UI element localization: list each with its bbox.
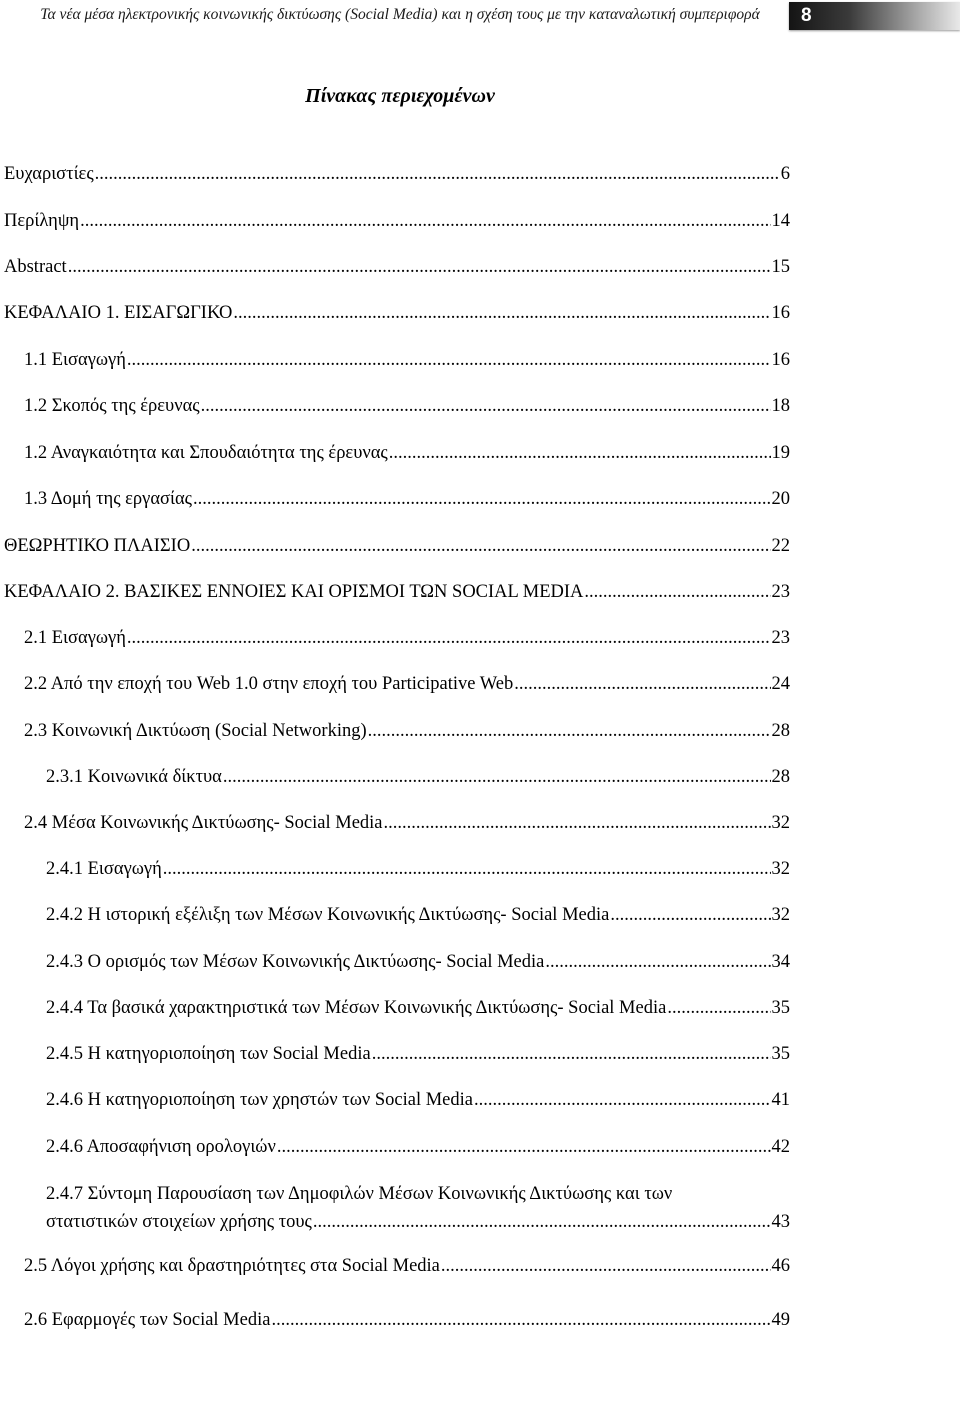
toc-entry[interactable] bbox=[46, 995, 790, 1021]
toc-entry-text: 1.1 Εισαγωγή bbox=[24, 350, 126, 370]
toc-leader bbox=[127, 625, 771, 651]
toc-leader bbox=[372, 1041, 771, 1067]
toc-entry-text: ΘΕΩΡΗΤΙΚΟ ΠΛΑΙΣΙΟ bbox=[4, 536, 191, 556]
toc-entry-page: 34 bbox=[771, 952, 790, 972]
toc-entry[interactable] bbox=[46, 1041, 790, 1067]
toc-entry-page: 32 bbox=[771, 905, 790, 925]
toc-leader bbox=[271, 1307, 770, 1333]
toc-leader bbox=[584, 579, 770, 605]
toc-entry[interactable] bbox=[24, 486, 790, 512]
toc-title: Πίνακας περιεχομένων bbox=[305, 85, 495, 107]
toc-entry-text: 2.4.4 Τα βασικά χαρακτηριστικά των Μέσων Κοινωνικής Δικτύωσης- Social Media bbox=[46, 998, 667, 1018]
toc-leader bbox=[441, 1253, 771, 1279]
toc-entry-page: 6 bbox=[780, 164, 790, 184]
toc-entry-text: Abstract bbox=[4, 257, 67, 277]
toc-leader bbox=[610, 902, 770, 928]
toc-entry[interactable] bbox=[24, 625, 790, 651]
toc-entry[interactable] bbox=[4, 208, 790, 234]
toc-entry[interactable] bbox=[46, 764, 790, 790]
toc-entry[interactable] bbox=[46, 902, 790, 928]
toc-leader bbox=[191, 533, 770, 559]
toc-entry-page: 20 bbox=[771, 489, 790, 509]
toc-entry-page: 14 bbox=[771, 211, 790, 231]
toc-entry[interactable] bbox=[4, 254, 790, 280]
toc-entry-page: 32 bbox=[771, 813, 790, 833]
toc-entry[interactable] bbox=[46, 949, 790, 975]
toc-entry-page: 28 bbox=[771, 721, 790, 741]
toc-leader bbox=[223, 764, 771, 790]
toc-entry[interactable] bbox=[4, 161, 790, 187]
toc-leader bbox=[277, 1134, 771, 1160]
toc-entry-text: 1.2 Αναγκαιότητα και Σπουδαιότητα της έρευνας bbox=[24, 443, 388, 463]
toc-entry-page: 28 bbox=[771, 767, 790, 787]
toc-entry-page: 42 bbox=[771, 1137, 790, 1157]
toc-entry-page: 35 bbox=[771, 1044, 790, 1064]
toc-entry-page: 46 bbox=[771, 1256, 790, 1276]
toc-entry-page: 22 bbox=[771, 536, 790, 556]
toc-entry[interactable] bbox=[46, 1134, 790, 1160]
toc-entry-text: 2.1 Εισαγωγή bbox=[24, 628, 126, 648]
toc-entry-text: 2.4.1 Εισαγωγή bbox=[46, 859, 162, 879]
toc-entry-text: Ευχαριστίες bbox=[4, 164, 94, 184]
toc-leader bbox=[667, 995, 770, 1021]
toc-leader bbox=[389, 440, 771, 466]
toc-entry-page: 19 bbox=[771, 443, 790, 463]
toc-leader bbox=[127, 347, 771, 373]
toc-entry-text: 2.4.3 Ο ορισμός των Μέσων Κοινωνικής Δικτύωσης- Social Media bbox=[46, 952, 545, 972]
toc-entry-text: 2.4.2 Η ιστορική εξέλιξη των Μέσων Κοινωνικής Δικτύωσης- Social Media bbox=[46, 905, 610, 925]
toc-entry-text: 2.3.1 Κοινωνικά δίκτυα bbox=[46, 767, 222, 787]
toc-entry-page: 15 bbox=[771, 257, 790, 277]
toc-leader bbox=[163, 856, 771, 882]
page-number: 8 bbox=[801, 5, 812, 26]
toc-entry-text: 1.3 Δομή της εργασίας bbox=[24, 489, 192, 509]
toc-entry-text: 2.6 Εφαρμογές των Social Media bbox=[24, 1310, 271, 1330]
toc-entry[interactable] bbox=[46, 1087, 790, 1113]
toc-leader bbox=[201, 393, 771, 419]
toc-entry[interactable] bbox=[4, 579, 790, 605]
toc-entry[interactable] bbox=[24, 393, 790, 419]
toc-entry[interactable] bbox=[4, 533, 790, 559]
toc-leader bbox=[68, 254, 771, 280]
toc-leader bbox=[384, 810, 771, 836]
toc-leader bbox=[80, 208, 770, 234]
toc-entry-text: 2.4.7 Σύντομη Παρουσίαση των Δημοφιλών Μέσων Κοινωνικής Δικτύωσης και των bbox=[46, 1184, 673, 1204]
toc-entry[interactable] bbox=[24, 347, 790, 373]
toc-entry-text: 2.3 Κοινωνική Δικτύωση (Social Networking) bbox=[24, 721, 367, 741]
toc-entry[interactable] bbox=[46, 1180, 790, 1236]
toc-entry-text: 2.5 Λόγοι χρήσης και δραστηριότητες στα Social Media bbox=[24, 1256, 440, 1276]
toc-entry-page: 49 bbox=[771, 1310, 790, 1330]
toc-leader bbox=[514, 671, 770, 697]
toc-entry[interactable] bbox=[24, 718, 790, 744]
toc-entry[interactable] bbox=[24, 1307, 790, 1333]
toc-entry-text: ΚΕΦΑΛΑΙΟ 2. ΒΑΣΙΚΕΣ ΕΝΝΟΙΕΣ ΚΑΙ ΟΡΙΣΜΟΙ ΤΩΝ SOCIAL MEDIA bbox=[4, 582, 584, 602]
toc-entry-text: Περίληψη bbox=[4, 211, 80, 231]
toc-entry-text: ΚΕΦΑΛΑΙΟ 1. ΕΙΣΑΓΩΓΙΚΟ bbox=[4, 303, 233, 323]
toc-entry[interactable] bbox=[46, 856, 790, 882]
toc-entry-page: 16 bbox=[771, 350, 790, 370]
toc-leader bbox=[545, 949, 770, 975]
toc-entry-page: 18 bbox=[771, 396, 790, 416]
running-header: Τα νέα μέσα ηλεκτρονικής κοινωνικής δικτύωσης (Social Media) και η σχέση τους με την καταναλωτική συμπεριφορά bbox=[40, 6, 760, 23]
toc-entry-text: 2.4 Μέσα Κοινωνικής Δικτύωσης- Social Media bbox=[24, 813, 383, 833]
toc-leader bbox=[95, 161, 780, 187]
toc-leader bbox=[313, 1208, 771, 1236]
toc-entry[interactable] bbox=[24, 1253, 790, 1279]
toc-entry[interactable] bbox=[24, 671, 790, 697]
toc-entry[interactable] bbox=[24, 810, 790, 836]
toc-entry-page: 24 bbox=[771, 674, 790, 694]
toc-entry-text: 2.4.6 Η κατηγοριοποίηση των χρηστών των Social Media bbox=[46, 1090, 473, 1110]
toc-entry-page: 43 bbox=[771, 1212, 790, 1232]
toc-entry-page: 16 bbox=[771, 303, 790, 323]
toc-entry-page: 23 bbox=[771, 582, 790, 602]
toc-entry-text: 2.2 Από την εποχή του Web 1.0 στην εποχή του Participative Web bbox=[24, 674, 514, 694]
toc-leader bbox=[368, 718, 771, 744]
toc-entry-text-continued: στατιστικών στοιχείων χρήσης τους bbox=[46, 1212, 312, 1232]
toc-entry-text: 2.4.5 Η κατηγοριοποίηση των Social Media bbox=[46, 1044, 371, 1064]
toc-leader bbox=[474, 1087, 771, 1113]
page-number-badge bbox=[789, 2, 960, 30]
toc-entry-text: 2.4.6 Αποσαφήνιση ορολογιών bbox=[46, 1137, 276, 1157]
toc-entry-page: 35 bbox=[771, 998, 790, 1018]
toc-entry[interactable] bbox=[4, 300, 790, 326]
toc-entry-page: 41 bbox=[771, 1090, 790, 1110]
toc-leader bbox=[193, 486, 771, 512]
toc-entry[interactable] bbox=[24, 440, 790, 466]
toc-entry-page: 23 bbox=[771, 628, 790, 648]
toc-leader bbox=[233, 300, 770, 326]
toc-entry-text: 1.2 Σκοπός της έρευνας bbox=[24, 396, 200, 416]
toc-entry-page: 32 bbox=[771, 859, 790, 879]
